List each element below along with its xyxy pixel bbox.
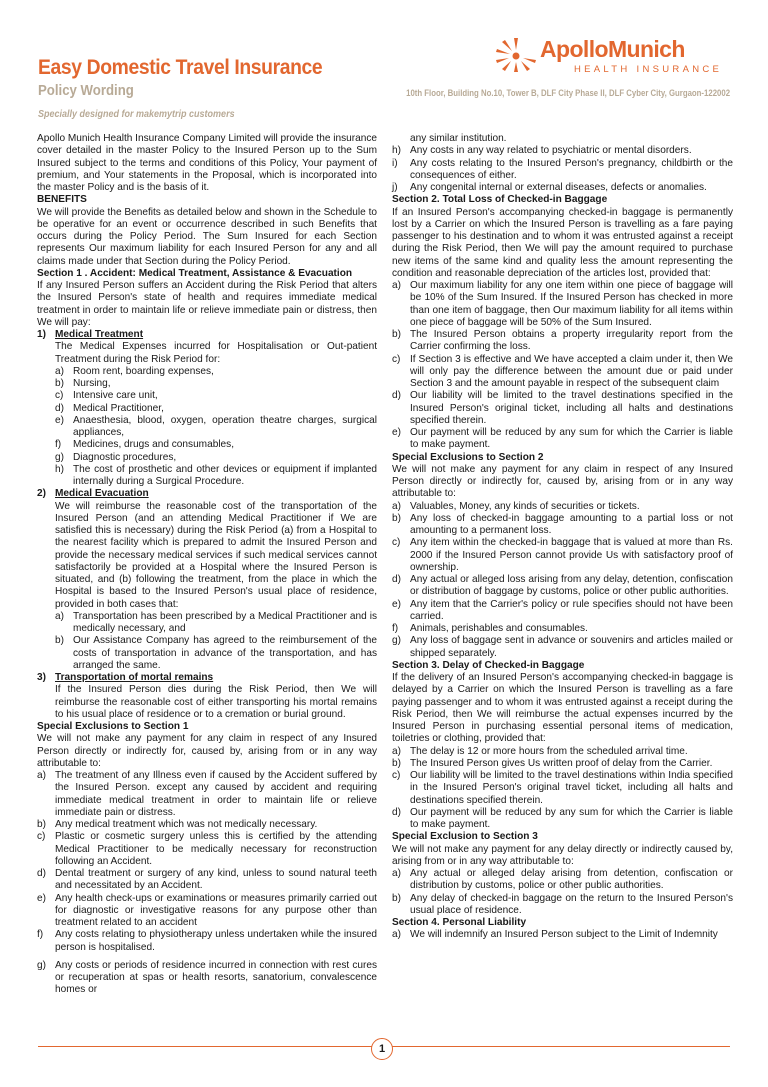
- list-item: b) The Insured Person obtains a property irregularity report from the Carrier confirming the loss.: [392, 329, 733, 353]
- exclusions-2-heading: Special Exclusions to Section 2: [392, 451, 544, 463]
- logo-wordmark: ApolloMunich: [540, 36, 685, 62]
- left-column: [37, 133, 377, 997]
- company-address: 10th Floor, Building No.10, Tower B, DLF City Phase II, DLF Cyber City, Gurgaon-122002: [406, 88, 730, 99]
- list-item: c) Our liability will be limited to the travel destinations within India specified in the Insured Person's original travel ticket, including all halts and destinations specified therein.: [392, 770, 733, 806]
- list-item: c) If Section 3 is effective and We have accepted a claim under it, then We will only pay the difference between the amount due or paid under Section 3 and the amount payable in respect of the subsequent claim: [392, 353, 733, 389]
- list-item: a) Room rent, boarding expenses,: [55, 365, 214, 377]
- list-item: g) Any loss of baggage sent in advance or souvenirs and articles mailed or shipped separately.: [392, 635, 733, 659]
- list-item: d) Our liability will be limited to the travel destinations specified in the Insured Person's original ticket, including all halts and destinations specified therein.: [392, 390, 733, 426]
- list-item: g) Any costs or periods of residence incurred in connection with rest cures or recuperation at spas or health resorts, sanatorium, convalescence homes or: [37, 959, 377, 996]
- mortal-remains-heading: 3) Transportation of mortal remains: [37, 672, 214, 683]
- section-2-paragraph: If an Insured Person's accompanying checked-in baggage is permanently lost by a Carrier on which the Insured Person is travelling as a fare paying passenger to his destination and to whom it was entrusted against a receipt during the Risk Period, then We will pay the amount required to purchase new items of the same kind and quality less the amount representing the condition and reasonable depreciation of the articles lost, provided that:: [392, 206, 733, 279]
- medical-evacuation-block: [37, 501, 377, 673]
- section-3-heading: Section 3. Delay of Checked-in Baggage: [392, 659, 585, 671]
- medical-evacuation-heading: 2) Medical Evacuation: [37, 488, 149, 500]
- medical-evacuation-text: We will reimburse the reasonable cost of the transportation of the Insured Person (and an attending Medical Practitioner if We are satisfied this is necessary) during the Risk Period (a) from a Hospital to the nearest facility which is prepared to admit the Insured Person and provide the necessary medical services if such medical services cannot satisfactorily be provided at a Hospital where the Insured Person is situated, and (b) following the treatment, from the place in which the Hospital is based to the Insured Person's usual place of residence, provided in both cases that:: [55, 500, 377, 610]
- medical-treatment-block: [37, 341, 377, 488]
- list-item: f) Medicines, drugs and consumables,: [55, 439, 235, 451]
- section-1-paragraph: If any Insured Person suffers an Accident during the Risk Period that alters the Insured Person's state of health and requires immediate medical treatment in order to maintain life or relieve immediate pain or distress, then We will pay:: [37, 280, 377, 328]
- list-item: d) Our payment will be reduced by any sum for which the Carrier is liable to make payment.: [392, 806, 733, 830]
- list-item: c) Any item within the checked-in baggage that is valued at more than Rs. 2000 if the Insured Person cannot provide Us with satisfactory proof of ownership.: [392, 537, 733, 573]
- benefits-heading: BENEFITS: [37, 194, 87, 206]
- sunburst-logo-icon: [494, 36, 538, 74]
- section-3-paragraph: If the delivery of an Insured Person's accompanying checked-in baggage is delayed by a Carrier on which the Insured Person is travelling as a fare paying passenger and to whom it was entrusted against a receipt during the Risk Period, then We will reimburse the actual expenses incurred by the Insured Person in purchasing essential personal items of medication, toiletries or clothing, provided that:: [392, 672, 733, 745]
- section-4-heading: Section 4. Personal Liability: [392, 917, 527, 928]
- list-item: e) Anaesthesia, blood, oxygen, operation theatre charges, surgical appliances,: [55, 414, 377, 438]
- list-item: f) Any costs relating to physiotherapy unless undertaken while the insured person is hospitalised.: [37, 929, 377, 953]
- apollo-munich-logo: [494, 34, 734, 80]
- list-item: i) Any costs relating to the Insured Person's pregnancy, childbirth or the consequences of either.: [392, 157, 733, 181]
- intro-paragraph: Apollo Munich Health Insurance Company Limited will provide the insurance cover detailed in the master Policy to the Insured Person up to the Sum Insured subject to the terms and conditions of this Policy, Your payment of premium, and Your statements in the Proposal, which is incorporated into the master Policy and is the basis of it.: [37, 133, 377, 193]
- list-item: c) Plastic or cosmetic surgery unless this is certified by the attending Medical Practitioner to be medically necessary for reconstruction following an Accident.: [37, 831, 377, 867]
- list-item: b) Our Assistance Company has agreed to the reimbursement of the costs of transportation in advance of the transportation, and has arranged the same.: [55, 635, 377, 671]
- list-item: c) Intensive care unit,: [55, 390, 158, 402]
- list-item: a) Valuables, Money, any kinds of securities or tickets.: [392, 500, 640, 512]
- exclusions-2-paragraph: We will not make any payment for any claim in respect of any Insured Person directly or indirectly for, caused by, arising from or in any way attributable to:: [392, 463, 733, 500]
- medical-treatment-text: The Medical Expenses incurred for Hospitalisation or Out-patient Treatment during the Risk Period for:: [55, 341, 377, 365]
- list-item: j) Any congenital internal or external diseases, defects or anomalies.: [392, 182, 707, 193]
- document-title: Easy Domestic Travel Insurance: [38, 56, 323, 79]
- list-item: a) The delay is 12 or more hours from the scheduled arrival time.: [392, 745, 688, 757]
- special-note: Specially designed for makemytrip customers: [38, 109, 235, 120]
- exclusions-1-heading: Special Exclusions to Section 1: [37, 721, 189, 732]
- benefits-paragraph: We will provide the Benefits as detailed below and shown in the Schedule to be operative for an event or occurrence described in such Benefits that occurs during the Policy Period. The Sum Insured for each Section represents Our maximum liability for each Insured Person for any and all claims made under that Section during the Policy Period.: [37, 206, 377, 267]
- exclusions-3-paragraph: We will not make any payment for any delay directly or indirectly caused by, arising from or in any way attributable to:: [392, 843, 733, 867]
- list-item: b) Nursing,: [55, 378, 111, 389]
- list-item: a) Transportation has been prescribed by a Medical Practitioner and is medically necessary, and: [55, 610, 377, 634]
- list-item: f) Animals, perishables and consumables.: [392, 623, 588, 634]
- list-item: e) Any health check-ups or examinations or measures primarily carried out for diagnostic or investigative reasons for any purpose other than treatment related to an accident: [37, 892, 377, 928]
- list-item: b) The Insured Person gives Us written proof of delay from the Carrier.: [392, 757, 713, 769]
- list-item: d) Any actual or alleged loss arising from any delay, detention, confiscation or distribution of baggage by customs, police or other public authorities.: [392, 574, 733, 598]
- list-item: b) Any medical treatment which was not medically necessary.: [37, 819, 318, 830]
- list-item: d) Medical Practitioner,: [55, 402, 164, 414]
- medical-treatment-heading: 1) Medical Treatment: [37, 329, 144, 340]
- list-item: b) Any delay of checked-in baggage on the return to the Insured Person's usual place of residence.: [392, 892, 733, 916]
- continued-text: any similar institution.: [410, 133, 507, 144]
- document-subtitle: Policy Wording: [38, 82, 134, 99]
- mortal-remains-block: [37, 684, 377, 721]
- list-item: h) Any costs in any way related to psychiatric or mental disorders.: [392, 145, 692, 157]
- exclusions-1-paragraph: We will not make any payment for any claim in respect of any Insured Person directly or indirectly for, caused by, arising from or in any way attributable to:: [37, 733, 377, 769]
- list-item: e) Any item that the Carrier's policy or rule specifies should not have been carried.: [392, 598, 733, 622]
- logo-tagline: HEALTH INSURANCE: [574, 64, 723, 75]
- list-item: a) The treatment of any Illness even if caused by the Accident suffered by the Insured Person. except any caused by accident and requiring immediate medical treatment in order to maintain life or relieve immediate pain or distress.: [37, 770, 377, 818]
- mortal-remains-text: If the Insured Person dies during the Risk Period, then We will reimburse the reasonable cost of either transporting his mortal remains to his usual place of residence or to a cremation or burial ground.: [55, 684, 377, 720]
- list-item: a) We will indemnify an Insured Person subject to the Limit of Indemnity: [392, 929, 718, 941]
- list-item: g) Diagnostic procedures,: [55, 451, 177, 463]
- list-item: h) The cost of prosthetic and other devices or equipment if implanted internally during a Surgical Procedure.: [55, 463, 377, 487]
- section-2-heading: Section 2. Total Loss of Checked-in Baggage: [392, 194, 608, 206]
- exclusions-3-heading: Special Exclusion to Section 3: [392, 831, 538, 843]
- list-item: e) Our payment will be reduced by any sum for which the Carrier is liable to make payment.: [392, 427, 733, 451]
- list-item: d) Dental treatment or surgery of any kind, unless to sound natural teeth and necessitated by an Accident.: [37, 868, 377, 892]
- list-item: a) Any actual or alleged delay arising from detention, confiscation or distribution by customs, police or other public authorities.: [392, 868, 733, 892]
- list-item: a) Our maximum liability for any one item within one piece of baggage will be 10% of the Sum Insured. If the Insured Person has checked in more than one item of baggage, then Our maximum liability for all items within one piece of baggage will be 50% of the Sum Insured.: [392, 280, 733, 328]
- list-item: b) Any loss of checked-in baggage amounting to a partial loss or not amounting to a permanent loss.: [392, 512, 733, 536]
- right-column: [392, 133, 733, 942]
- section-1-heading: Section 1 . Accident: Medical Treatment, Assistance & Evacuation: [37, 267, 353, 279]
- page-number: 1: [371, 1038, 393, 1060]
